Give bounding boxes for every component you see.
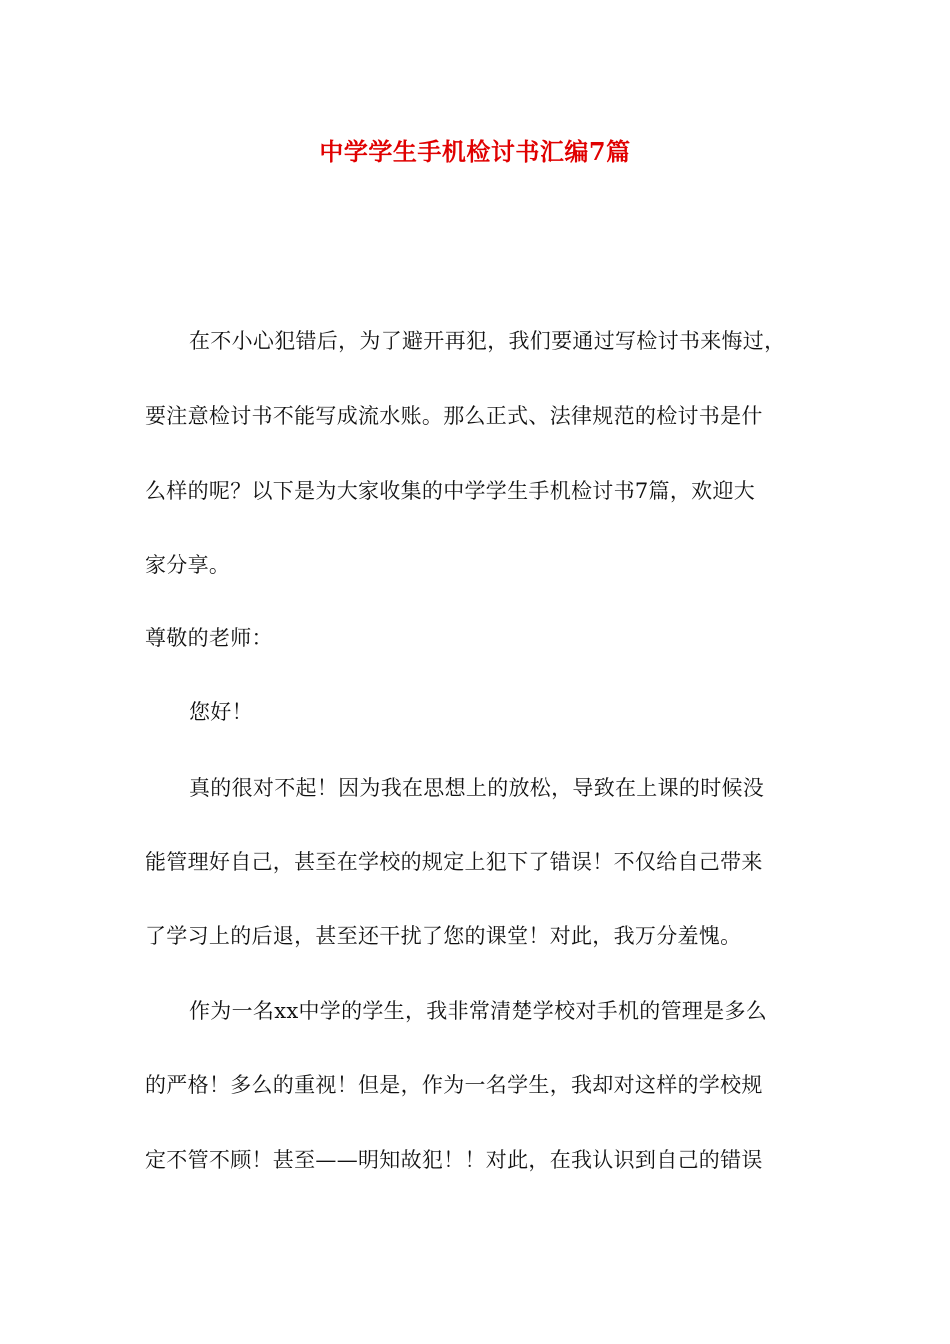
paragraph-2-line-2: 的严格！多么的重视！但是，作为一名学生，我却对这样的学校规 xyxy=(145,1073,763,1097)
document-title: 中学学生手机检讨书汇编7篇 xyxy=(319,137,631,166)
greeting: 您好！ xyxy=(189,700,253,724)
paragraph-1-line-1: 真的很对不起！因为我在思想上的放松，导致在上课的时候没 xyxy=(189,776,765,800)
intro-line-3: 么样的呢？以下是为大家收集的中学学生手机检讨书7篇，欢迎大 xyxy=(145,479,756,503)
intro-line-1: 在不小心犯错后，为了避开再犯，我们要通过写检讨书来悔过， xyxy=(189,329,786,353)
paragraph-1-line-2: 能管理好自己，甚至在学校的规定上犯下了错误！不仅给自己带来 xyxy=(145,850,763,874)
salutation: 尊敬的老师： xyxy=(145,626,273,650)
paragraph-2-line-3: 定不管不顾！甚至——明知故犯！！对此，在我认识到自己的错误 xyxy=(145,1148,763,1172)
paragraph-2-line-1: 作为一名xx中学的学生，我非常清楚学校对手机的管理是多么 xyxy=(189,999,768,1023)
intro-line-2: 要注意检讨书不能写成流水账。那么正式、法律规范的检讨书是什 xyxy=(145,404,763,428)
paragraph-1-line-3: 了学习上的后退，甚至还干扰了您的课堂！对此，我万分羞愧。 xyxy=(145,924,742,948)
intro-line-4: 家分享。 xyxy=(145,553,231,577)
